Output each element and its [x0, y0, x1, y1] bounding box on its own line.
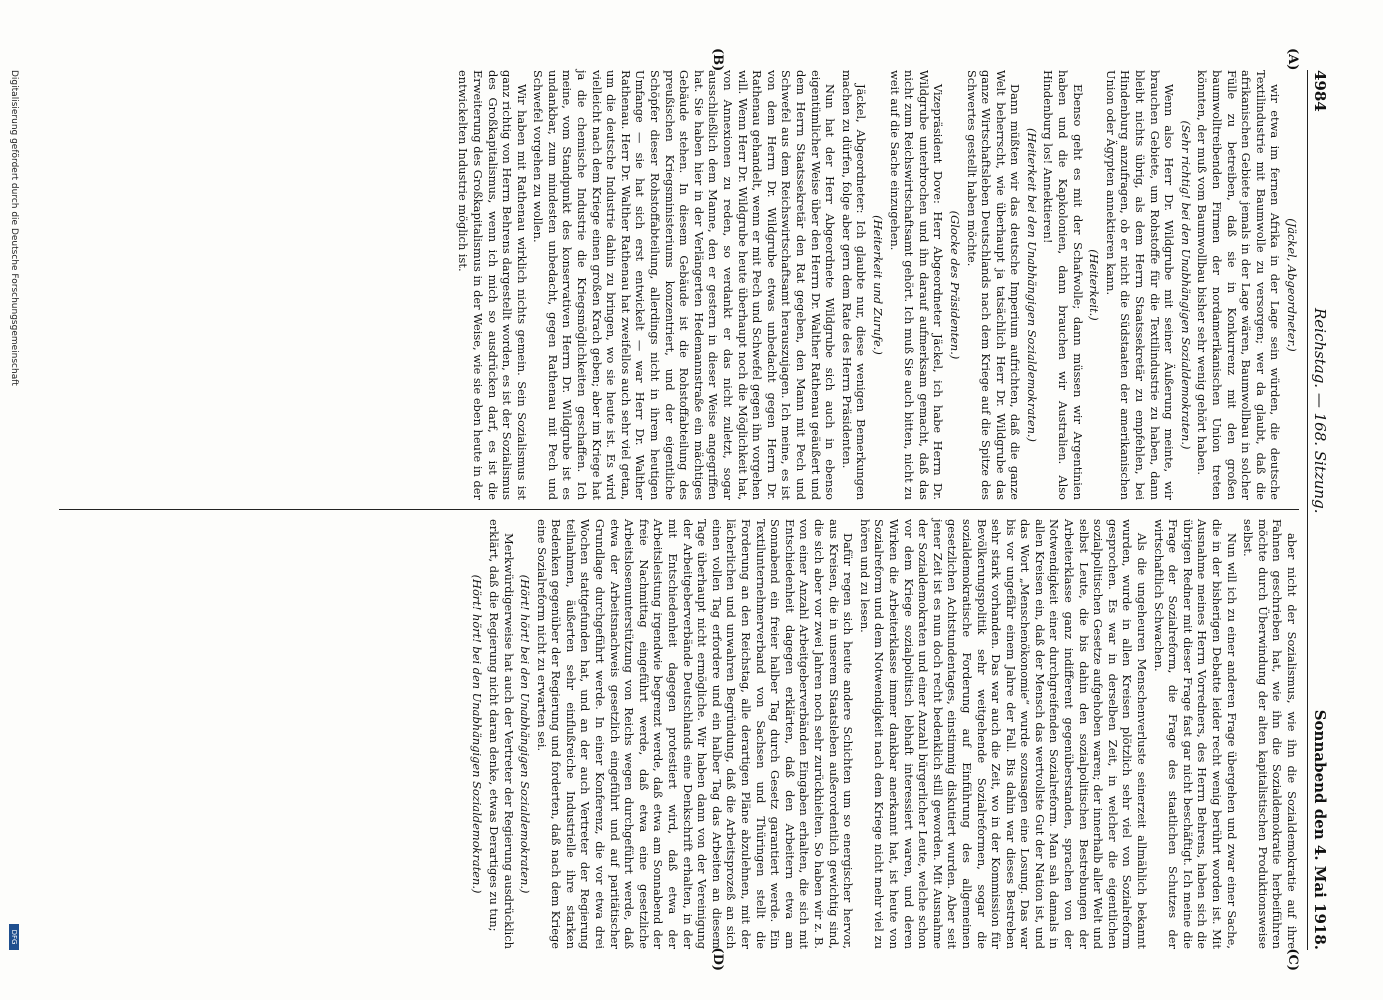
right-paragraph: Als die ungeheuren Menschenverluste seinerzeit allmählich bekannt wurden, wurde in allen Kreisen plötzlich sehr viel von Sozialreform gesprochen. Es war in derselben Zeit, in welcher die eigentlichen sozialpolitischen Gesetze aufgehoben waren; der innerhalb aller Welt und selbst Leute, die bis dahin den sozialpolitischen Bestrebungen der Arbeiterklasse ganz indifferent gegenüberstanden, sprachen von der Notwendigkeit einer durchgreifenden Sozialreform. Man sah damals in allen Kreisen ein, daß der Mensch das wertvollste Gut der Nation ist, und das Wort „Menschenökonomie“ wurde sozusagen eine Losung. Das war bis vor ungefähr einem Jahre der Fall. Bis dahin war dieses Bestreben sehr stark vorhanden. Das war auch die Zeit, wo in der Kommission für Bevölkerungspolitik sehr weitgehende Sozialreformen, sogar die sozialdemokratische Forderung auf Einführung des allgemeinen gesetzlichen Achtstundentages, einstimmig diskutiert wurden. Aber seit jener Zeit ist es nun doch recht bedenklich still geworden. Mit Ausnahme der Sozialdemokraten und einer Anzahl bürgerlicher Leute, welche schon vor dem Kriege sozialpolitisch lebhaft interessiert waren, und deren Wirken die Arbeiterklasse immer dankbar anerkannt hat, ist heute von Sozialreform und dem Notwendigkeit nach dem Kriege nicht mehr viel zu hören und zu lesen. [857, 519, 1150, 949]
left-paragraph: Wir haben mit Rathenau wirklich nichts gemein. Sein Sozialismus ist ganz richtig von Herrn Behrens dargestellt worden, es ist der Sozialismus des Großkapitalismus, wenn ich mich so ausdrücken darf, es ist die Erweiterung des Großkapitalismus in der Weise, wie sie eben heute in der entwickelten Industrie möglich ist. [456, 70, 529, 500]
right-paragraph: Dafür regen sich heute andere Schichten um so energischer hervor, aus Kreisen, die in unserem Staatsleben außerordentlich gewichtig sind, die sich aber vor zwei Jahren noch sehr zurückhielten. So haben wir z. B. von einer Anzahl Arbeitgeberverbänden Eingaben erhalten, die sich mit Entschiedenheit dagegen erklärten, daß den Arbeitern etwa am Sonnabend ein freier halber Tag durch Gesetz garantiert werde. Ein Textilunternehmerverband von Sachsen und Thüringen stellt die Forderung an den Reichstag, alle derartigen Pläne abzulehnen, mit der lächerlichen und unwahren Begründung, daß die Arbeitsprozeß an sich einen vollen Tag erfordere und ein halber Tag das Arbeiten an diesem Tage überhaupt nicht ermögliche. Wir haben dann von der Vereinigung der Arbeitgeberverbände Deutschlands eine Denkschrift erhalten, in der mit Entschiedenheit dagegen protestiert wird, daß etwa der Arbeitsleistung irgendwie begrenzt werde, daß etwa am Sonnabend der freie Nachmittag eingeführt werde, daß etwa eine gesetzliche Arbeitslosenunterstützung von Reichs wegen durchgeführt werde, daß etwa der Arbeitsnachweis gesetzlich eingeführt und auf paritätischer Grundlage durchgeführt werde. In einer Konferenz, die vor etwa drei Wochen stattgefunden hat, und an der auch Vertreter der Regierung teilnahmen, äußerten sehr einflußreiche Industrielle ihre starken Bedenken gegenüber der Regierung und forderten, daß nach dem Kriege eine Sozialreform nicht zu erwarten sei. [534, 519, 856, 949]
left-paragraph: (Heiterkeit bei den Unabhängigen Sozialdemokraten.) [1024, 128, 1039, 442]
right-paragraph: (Hört! hört! bei den Unabhängigen Sozialdemokraten.) [470, 574, 485, 894]
margin-marker-b: (B) [710, 48, 725, 72]
left-paragraph: (Glocke des Präsidenten.) [947, 210, 962, 360]
text-columns [59, 48, 1300, 971]
session-title: Reichstag. — 168. Sitzung. [1311, 308, 1329, 514]
right-paragraph: aber nicht der Sozialismus, wie ihn die Sozialdemokratie auf ihre Fahnen geschrieben hat, wie ihn die Sozialdemokratie herbeiführen möchte durch Überwindung der alten kapitalistischen Produktionsweise selbst. [1241, 519, 1299, 949]
margin-marker-a: (A) [1285, 48, 1300, 71]
left-paragraph: wir etwa im fernen Afrika in der Lage sein würden, die deutsche Textilindustrie mit Baumwolle zu versorgen; wer da glaubt, daß die afrikanischen Gebiete jemals in der Lage wären, Baumwollbau in solcher Fülle zu betreiben, daß sie in Konkurrenz mit den großen baumwolltreibenden Firmen der nordamerikanischen Union treten könnten, der muß vom Baumwollbau bisher sehr wenig gehört haben. [1195, 70, 1283, 500]
dfg-logo: DFG [9, 924, 19, 950]
left-paragraph: (Heiterkeit und Zurufe.) [870, 215, 885, 355]
right-paragraph: (Hört! hört! bei den Unabhängigen Sozialdemokraten.) [518, 574, 533, 894]
left-paragraph: Dann müßten wir das deutsche Imperium aufrichten, daß die ganze Welt beherrscht, wie überhaupt ja tatsächlich Herr Dr. Wildgrube das ganze Wirtschaftsleben Deutschlands nach dem Kriege auf die Spitze des Schwertes gestellt haben möchte. [964, 70, 1023, 500]
column-divider [59, 509, 1299, 510]
left-paragraph: Jäckel, Abgeordneter: Ich glaubte nur, diese wenigen Bemerkungen machen zu dürfen, folge aber gern dem Rate des Herrn Präsidenten. [839, 70, 869, 500]
left-paragraph: (Sehr richtig! bei den Unabhängigen Sozialdemokraten.) [1178, 120, 1193, 450]
page-inner [9, 48, 1335, 971]
margin-marker-d: (D) [710, 947, 725, 971]
margin-marker-c: (C) [1285, 948, 1300, 971]
left-paragraph: Vizepräsident Dove: Herr Abgeordneter Jäckel, ich habe Herrn Dr. Wildgrube unterbrochen und ihn darauf aufmerksam gemacht, daß das nicht zum Reichswirtschaftsamt gehört. Ich muß Sie auch bitten, nicht zu weit auf die Sache einzugehen. [887, 70, 946, 500]
session-date: Sonnabend den 4. Mai 1918. [1311, 709, 1329, 950]
right-column [59, 519, 1300, 971]
credit-text: Digitalisierung gefördert durch die Deutsche Forschungsgemeinschaft [9, 70, 19, 386]
page-number: 4984 [1311, 70, 1329, 112]
right-paragraph: Nun will ich zu einer anderen Frage übergehen und zwar einer Sache, die in der bisherigen Debatte leider recht wenig berührt worden ist. Mit Ausnahme meines Herrn Vorredners, des Herrn Behrens, haben sich die übrigen Redner mit dieser Frage fast gar nicht beschäftigt. Ich meine die Frage der Sozialreform, die Frage des staatlichen Schutzes der wirtschaftlich Schwachen. [1151, 519, 1239, 949]
left-paragraph: Nun hat der Herr Abgeordnete Wildgrube sich auch in ebenso eigentümlicher Weise über den Herrn Dr. Walther Rathenau geäußert und dem Herrn Staatssekretär den Rat gegeben, den Mann mit Pech und Schwefel aus dem Reichswirtschaftsamt herauszujagen. Ich meine, es ist von dem Herrn Dr. Wildgrube etwas unbedacht gegen Herrn Dr. Rathenau gehandelt, wenn er mit Pech und Schwefel gegen ihn vorgehen will. Wenn Herr Dr. Wildgrube heute überhaupt noch die Möglichkeit hat, von Annexionen zu reden, so verdankt er das nicht zuletzt, sogar ausschließlich dem Manne, den er gestern in dieser Weise angegriffen hat. Sie haben hier in der Verlängerten Hedemannstraße ein mächtiges Gebäude stehen. In diesem Gebäude ist die Rohstoffabteilung des preußischen Kriegsministeriums konzentriert, und der eigentliche Schöpfer dieser Rohstoffabteilung, allerdings nicht in ihrem heutigen Umfange — sie hat sich erst entwickelt — war Herr Dr. Walther Rathenau. Herr Dr. Walther Rathenau hat zweifellos auch sehr viel getan, um die deutsche Industrie dahin zu bringen, wo sie heute ist. Es wird vielleicht nach dem Kriege einen großen Krach geben; aber im Kriege hat ja die chemische Industrie die Kriegsmöglichkeiten geschaffen. Ich meine, vom Standpunkt des konservativen Herrn Dr. Wildgrube ist es undankbar, zum mindesten unbedacht, gegen Rathenau mit Pech und Schwefel vorgehen zu wollen. [531, 70, 838, 500]
left-column [59, 48, 1300, 500]
left-paragraph: Wenn also Herr Dr. Wildgrube mit seiner Äußerung meinte, wir brauchen Gebiete, um Rohstoffe für die Textilindustrie zu haben, dann bleibt nichts übrig, als dem Herrn Staatssekretär zu empfehlen, bei Hindenburg anzufragen, ob er nicht die Südstaaten der amerikanischen Union oder Ägypten annektieren kann. [1103, 70, 1177, 500]
digitization-credit [3, 70, 19, 950]
right-paragraph: Merkwürdigerweise hat auch der Vertreter der Regierung ausdrücklich erklärt, daß die Regierung nicht daran denke, etwas Derartiges zu tun; [486, 519, 516, 949]
left-paragraph: (Jäckel, Abgeordneter.) [1285, 218, 1299, 352]
page-header [1307, 70, 1335, 950]
left-paragraph: (Heiterkeit.) [1087, 249, 1102, 321]
left-paragraph: Ebenso geht es mit der Schafwolle; dann müssen wir Argentinien haben und die Kapkolonien, dann brauchen wir Australien. Also Hindenburg los! Annektieren! [1041, 70, 1085, 500]
